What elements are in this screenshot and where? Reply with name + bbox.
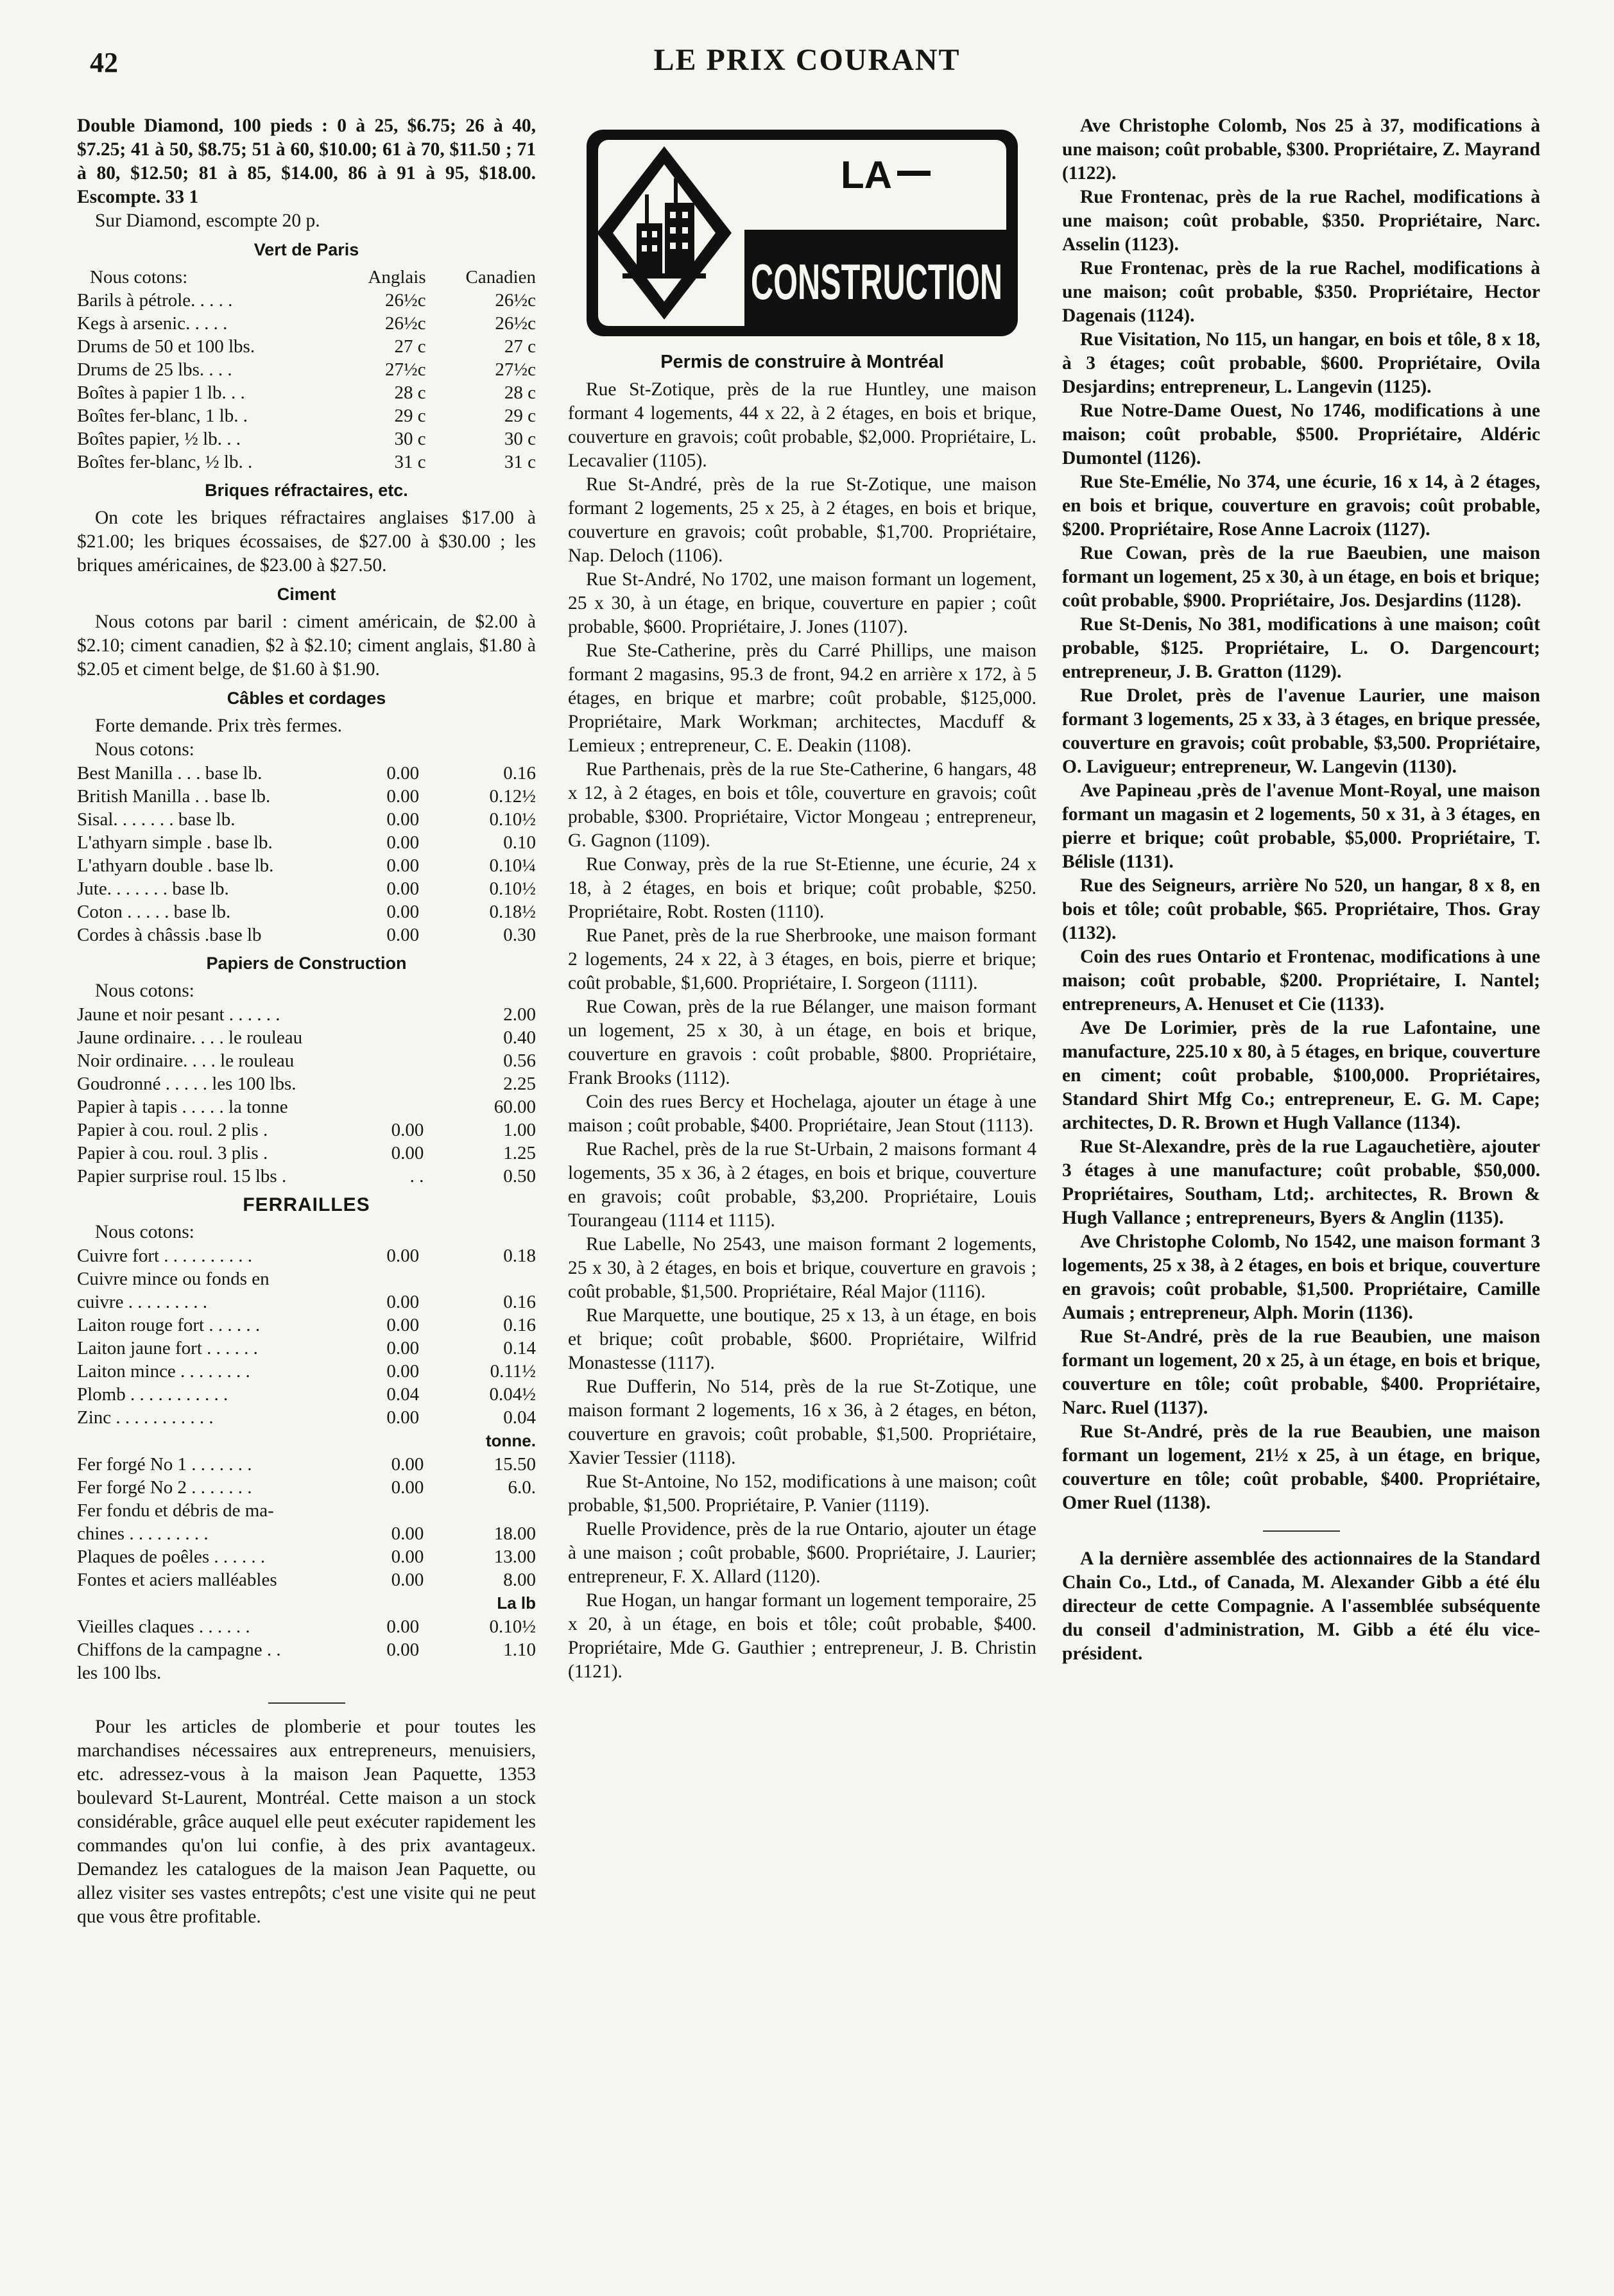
table-row — [77, 427, 536, 450]
item-price: 0.00 — [391, 1477, 424, 1498]
column-permis-2 — [1062, 114, 1540, 1666]
papiers-line-1: Nous cotons: — [95, 981, 194, 1001]
permit-entry: Rue Cowan, près de la rue Baeubien, une maison formant un logement, 25 x 30, à un étage, en bois et brique; coût probable, $900. Propriétaire, Jos. Desjardins (1128). — [1062, 543, 1540, 611]
table-row — [77, 785, 536, 808]
item-price: 26½c — [495, 313, 536, 334]
column-prices — [77, 114, 536, 1929]
logo-small-text: LA — [841, 153, 892, 196]
item-price: 0.40 — [503, 1027, 536, 1048]
permit-entry: Ruelle Providence, près de la rue Ontario, ajouter un étage à une maison ; coût probable, $600. Propriétaire, J. Laurier; entrepreneur, F. X. Allard (1120). — [568, 1519, 1036, 1587]
item-label: Vieilles claques . . . . . . — [77, 1616, 250, 1637]
item-label: chines . . . . . . . . . — [77, 1523, 209, 1544]
ferrailles-line-1: Nous cotons: — [95, 1222, 194, 1242]
item-price: 0.00 — [386, 809, 420, 830]
item-label: Jute. . . . . . . base lb. — [77, 878, 229, 899]
item-label: Sisal. . . . . . . base lb. — [77, 809, 236, 830]
table-row — [77, 1661, 536, 1684]
diamond-prices: Double Diamond, 100 pieds : 0 à 25, $6.75; 26 à 40, $7.25; 41 à 50, $8.75; 51 à 60, $10.00; 61 à 70, $11.50 ; 71 à 80, $12.50; 81 à 85, $14.00, 86 à 91 à 95, $18.00. Escompte. 33 1 — [77, 116, 536, 207]
item-price: 0.11½ — [490, 1361, 536, 1382]
item-label: Coton . . . . . base lb. — [77, 902, 231, 922]
item-price: 0.00 — [386, 878, 420, 899]
item-price: 0.10 — [503, 832, 536, 853]
item-label: Fontes et aciers malléables — [77, 1570, 277, 1590]
table-row — [77, 854, 536, 877]
table-row — [77, 1545, 536, 1568]
table-row — [77, 1142, 536, 1165]
table-header-row — [77, 266, 536, 289]
permit-entry: Rue Rachel, près de la rue St-Urbain, 2 maisons formant 4 logements, 35 x 36, à 2 étages, en bois et brique, couverture en gravois; coût probable, $3,200. Propriétaire, Louis Tourangeau (1114 et 1115). — [568, 1139, 1036, 1231]
table-row — [77, 1499, 536, 1522]
item-price: 0.14 — [503, 1338, 536, 1358]
cables-line-1: Forte demande. Prix très fermes. — [95, 715, 343, 736]
item-label: Goudronné . . . . . les 100 lbs. — [77, 1074, 296, 1094]
item-price: . . — [409, 1166, 424, 1187]
permit-entry: Rue Marquette, une boutique, 25 x 13, à un étage, en bois et brique; coût probable, $600. Propriétaire, Wilfrid Monastesse (1117). — [568, 1305, 1036, 1373]
item-price: 0.00 — [386, 855, 420, 876]
table-row — [77, 312, 536, 335]
table-row — [77, 1383, 536, 1406]
item-label: Best Manilla . . . base lb. — [77, 763, 262, 784]
divider — [1263, 1530, 1340, 1532]
item-price: 0.16 — [503, 1292, 536, 1312]
item-price: 0.10½ — [489, 809, 536, 830]
item-label: Fer forgé No 2 . . . . . . . — [77, 1477, 252, 1498]
permit-entry: Rue Labelle, No 2543, une maison formant 2 logements, 25 x 30, à 2 étages, en bois et brique, couverture en gravois ; coût probable, $1,500. Propriétaire, Réal Major (1116). — [568, 1234, 1036, 1302]
item-price — [334, 1072, 424, 1095]
permit-entry: Rue des Seigneurs, arrière No 520, un hangar, 8 x 8, en bois et tôle; coût probable, $65. Propriétaire, Thos. Gray (1132). — [1062, 875, 1540, 943]
item-price: 29 c — [394, 406, 426, 426]
table-row — [77, 450, 536, 474]
table-row — [77, 1244, 536, 1267]
unit-la-lb: La lb — [497, 1593, 536, 1613]
briques-text: On cote les briques réfractaires anglaises $17.00 à $21.00; les briques écossaises, de $27.00 à $30.00 ; les briques américaines, de $23.00 à $27.50. — [77, 508, 536, 576]
item-label: Noir ordinaire. . . . le rouleau — [77, 1050, 295, 1071]
item-price: 0.56 — [503, 1050, 536, 1071]
table-row — [77, 358, 536, 381]
item-price: 0.04½ — [489, 1384, 536, 1405]
permit-entry: Rue Visitation, No 115, un hangar, en bois et tôle, 8 x 18, à 3 étages; coût probable, $600. Propriétaire, Ovila Desjardins; entrepreneur, L. Langevin (1125). — [1062, 329, 1540, 397]
item-label: Cuivre mince ou fonds en — [77, 1269, 270, 1289]
table-row — [77, 1072, 536, 1095]
item-price: 0.00 — [386, 1407, 420, 1428]
table-row — [77, 1406, 536, 1429]
item-price: 30 c — [394, 429, 426, 449]
item-label: Laiton mince . . . . . . . . — [77, 1361, 250, 1382]
item-price: 30 c — [504, 429, 536, 449]
table-row — [77, 381, 536, 404]
permit-entry: Rue Frontenac, près de la rue Rachel, modifications à une maison; coût probable, $350. Propriétaire, Narc. Asselin (1123). — [1062, 187, 1540, 255]
table-row — [77, 762, 536, 785]
permit-entry: Rue Ste-Emélie, No 374, une écurie, 16 x 14, à 2 étages, en bois et brique, couverture en gravois; coût probable, $200. Propriétaire, Rose Anne Lacroix (1127). — [1062, 472, 1540, 540]
table-row — [77, 335, 536, 358]
table-row — [77, 1360, 536, 1383]
item-price: 28 c — [394, 382, 426, 403]
permit-entry: Rue St-Zotique, près de la rue Huntley, une maison formant 4 logements, 44 x 22, à 2 étages, en bois et brique, couverture en gravois; coût probable, $2,000. Propriétaire, L. Lecavalier (1105). — [568, 379, 1036, 471]
col-head: Canadien — [465, 267, 536, 287]
table-row — [77, 877, 536, 900]
permits-list — [568, 378, 1036, 1684]
item-price — [334, 1095, 424, 1118]
permits-list-continued — [1062, 114, 1540, 1515]
item-price: 1.10 — [503, 1640, 536, 1660]
item-price: 0.04 — [503, 1407, 536, 1428]
item-price: 28 c — [504, 382, 536, 403]
item-price: 0.00 — [386, 1361, 420, 1382]
item-label: Boîtes papier, ½ lb. . . — [77, 429, 241, 449]
table-row — [77, 1453, 536, 1476]
item-label: Papier à tapis . . . . . la tonne — [77, 1097, 288, 1117]
permit-entry: Ave Papineau ,près de l'avenue Mont-Royal, une maison formant un magasin et 2 logements, 50 x 31, à 3 étages, en pierre et brique; coût probable, $5,000. Propriétaire, T. Bélisle (1131). — [1062, 780, 1540, 872]
item-label: Fer fondu et débris de ma- — [77, 1500, 274, 1521]
item-price: 1.00 — [503, 1120, 536, 1140]
cables-table — [77, 762, 536, 947]
running-title: LE PRIX COURANT — [653, 43, 961, 77]
lalb-table — [77, 1615, 536, 1684]
diamond-discount: Sur Diamond, escompte 20 p. — [95, 210, 320, 231]
item-price: 0.50 — [503, 1166, 536, 1187]
permit-entry: Ave Christophe Colomb, No 1542, une maison formant 3 logements, 25 x 38, à 2 étages, en bois et brique, couverture en gravois; coût probable, $1,500. Propriétaire, Camille Aumais ; entrepreneur, Alph. Morin (1136). — [1062, 1231, 1540, 1323]
item-label: Plomb . . . . . . . . . . . — [77, 1384, 228, 1405]
item-price — [419, 1661, 536, 1684]
permit-entry: Rue Cowan, près de la rue Bélanger, une maison formant un logement, 25 x 30, à un étage, en bois et brique, couverture en gravois : coût probable, $800. Propriétaire, Frank Brooks (1112). — [568, 997, 1036, 1088]
item-price: 18.00 — [494, 1523, 536, 1544]
item-price: 0.00 — [386, 1616, 420, 1637]
table-row — [77, 1522, 536, 1545]
section-cables: Câbles et cordages — [227, 689, 386, 708]
item-price: 15.50 — [494, 1454, 536, 1475]
page-number: 42 — [90, 47, 118, 78]
logo-big-text: CONSTRUCTION — [751, 253, 1002, 310]
table-row — [77, 1003, 536, 1026]
item-price: 26½c — [384, 313, 426, 334]
item-price: 0.00 — [386, 902, 420, 922]
item-price: 0.12½ — [489, 786, 536, 807]
item-price: 31 c — [504, 452, 536, 472]
permit-entry: Coin des rues Ontario et Frontenac, modifications à une maison; coût probable, $200. Propriétaire, I. Nantel; entrepreneurs, A. Henuset et Cie (1133). — [1062, 947, 1540, 1015]
table-row — [77, 923, 536, 947]
table-row — [77, 1568, 536, 1591]
item-price — [424, 1499, 536, 1522]
item-price: 0.00 — [386, 763, 420, 784]
item-label: Barils à pétrole. . . . . — [77, 290, 233, 311]
paquette-ad: Pour les articles de plomberie et pour toutes les marchandises nécessaires aux entrepreneurs, menuisiers, etc. adressez-vous à la maison Jean Paquette, 1353 boulevard St-Laurent, Montréal. Cette maison a un stock considérable, grâce auquel elle peut exécuter rapidement les commandes qu'on lui confie, à des prix avantageux. Demandez les catalogues de la maison Jean Paquette, ou allez visiter ses vastes entrepôts; c'est une visite qui ne peut que vous être profitable. — [77, 1717, 536, 1927]
item-price: 0.10½ — [489, 1616, 536, 1637]
item-label: Drums de 50 et 100 lbs. — [77, 336, 255, 357]
ciment-text: Nous cotons par baril : ciment américain, de $2.00 à $2.10; ciment canadien, $2 à $2.10; ciment anglais, $1.80 à $2.05 et ciment belge, de $1.60 à $1.90. — [77, 612, 536, 680]
standard-chain-note: A la dernière assemblée des actionnaires de la Standard Chain Co., Ltd., of Canada, M. Alexander Gibb a été élu directeur de cette Compagnie. A l'assemblée subséquente du conseil d'administration, M. Gibb a été élu vice-président. — [1062, 1548, 1540, 1664]
permit-entry: Coin des rues Bercy et Hochelaga, ajouter un étage à une maison ; coût probable, $400. Propriétaire, Jean Stout (1113). — [568, 1092, 1036, 1136]
table-row — [77, 1049, 536, 1072]
section-papiers: Papiers de Construction — [206, 954, 407, 973]
item-price: 0.00 — [386, 786, 420, 807]
item-price: 0.00 — [391, 1454, 424, 1475]
item-price — [334, 1267, 419, 1290]
item-label: Papier à cou. roul. 2 plis . — [77, 1120, 268, 1140]
section-ciment: Ciment — [277, 585, 336, 604]
item-price: 0.00 — [391, 1523, 424, 1544]
item-price: 31 c — [394, 452, 426, 472]
item-price: 0.10½ — [489, 878, 536, 899]
unit-tonne: tonne. — [486, 1431, 536, 1450]
item-label: Cuivre fort . . . . . . . . . . — [77, 1246, 253, 1266]
item-price: 29 c — [504, 406, 536, 426]
divider — [268, 1702, 345, 1704]
item-label: Fer forgé No 1 . . . . . . . — [77, 1454, 252, 1475]
item-price: 0.18 — [503, 1246, 536, 1266]
item-label: L'athyarn double . base lb. — [77, 855, 274, 876]
item-price: 0.00 — [391, 1570, 424, 1590]
item-price: 0.16 — [503, 763, 536, 784]
permit-entry: Rue Frontenac, près de la rue Rachel, modifications à une maison; coût probable, $350. Propriétaire, Hector Dagenais (1124). — [1062, 258, 1540, 326]
papiers-table — [77, 1003, 536, 1188]
item-price: 6.0. — [508, 1477, 536, 1498]
item-label: cuivre . . . . . . . . . — [77, 1292, 207, 1312]
item-price: 1.25 — [503, 1143, 536, 1163]
item-label: Zinc . . . . . . . . . . . — [77, 1407, 214, 1428]
item-label: Laiton jaune fort . . . . . . — [77, 1338, 258, 1358]
item-price — [419, 1267, 536, 1290]
permit-entry: Ave De Lorimier, près de la rue Lafontaine, une manufacture, 225.10 x 80, à 5 étages, en brique, couverture en ciment; coût probable, $100,000. Propriétaires, Standard Shirt Mfg Co.; entrepreneur, E. G. M. Cape; architectes, D. R. Brown et Hugh Vallance (1134). — [1062, 1018, 1540, 1133]
item-label: Boîtes à papier 1 lb. . . — [77, 382, 245, 403]
permit-entry: Rue Parthenais, près de la rue Ste-Catherine, 6 hangars, 48 x 12, à 2 étages, en bois et tôle, couverture en gravois; coût probable, $300. Propriétaire, Victor Mongeau ; entrepreneur, G. Gagnon (1109). — [568, 759, 1036, 851]
item-price: 8.00 — [503, 1570, 536, 1590]
permit-entry: Rue St-André, No 1702, une maison formant un logement, 25 x 30, à un étage, en brique, couverture en papier ; coût probable, $600. Propriétaire, J. Jones (1107). — [568, 569, 1036, 637]
item-price: 0.00 — [391, 1143, 424, 1163]
item-price: 26½c — [384, 290, 426, 311]
item-price: 0.00 — [391, 1120, 424, 1140]
table-row — [77, 1118, 536, 1142]
item-price: 2.00 — [503, 1004, 536, 1025]
table-row — [77, 1476, 536, 1499]
la-construction-logo — [584, 127, 1020, 339]
item-label: Plaques de poêles . . . . . . — [77, 1546, 266, 1567]
permit-entry: Rue Hogan, un hangar formant un logement temporaire, 25 x 20, à un étage, en bois et tôle; coût probable, $400. Propriétaire, Mde G. Gauthier ; entrepreneur, J. B. Christin (1121). — [568, 1590, 1036, 1682]
table-row — [77, 289, 536, 312]
item-label: les 100 lbs. — [77, 1663, 162, 1683]
permit-entry: Rue St-André, près de la rue St-Zotique, une maison formant 2 logements, 25 x 25, à 2 étages, en bois et brique, couverture en gravois; coût probable, $1,700. Propriétaire, Nap. Deloch (1106). — [568, 474, 1036, 566]
permit-entry: Rue Panet, près de la rue Sherbrooke, une maison formant 2 logements, 24 x 22, à 3 étages, en bois, pierre et brique; coût probable, $1,600. Propriétaire, I. Sorgeon (1111). — [568, 925, 1036, 993]
col-head: Anglais — [368, 267, 426, 287]
table-row — [77, 1314, 536, 1337]
item-label: Kegs à arsenic. . . . . — [77, 313, 228, 334]
cables-line-2: Nous cotons: — [95, 739, 194, 760]
item-label: L'athyarn simple . base lb. — [77, 832, 273, 853]
item-price — [334, 1049, 424, 1072]
col-head: Nous cotons: — [90, 267, 188, 287]
item-label: Jaune et noir pesant . . . . . . — [77, 1004, 280, 1025]
tonne-table — [77, 1453, 536, 1591]
table-row — [77, 831, 536, 854]
table-row — [77, 1165, 536, 1188]
item-price: 0.00 — [386, 1315, 420, 1335]
permit-entry: Rue St-André, près de la rue Beaubien, une maison formant un logement, 20 x 25, à un étage, en bois et brique, couverture en tôle; coût probable, $400. Propriétaire, Narc. Ruel (1137). — [1062, 1326, 1540, 1418]
table-row — [77, 1026, 536, 1049]
table-row — [77, 808, 536, 831]
permit-entry: Rue Drolet, près de l'avenue Laurier, une maison formant 3 logements, 25 x 33, à 3 étages, en brique pressée, couverture en gravois; coût probable, $3,500. Propriétaire, O. Lavigueur; entrepreneur, W. Langevin (1130). — [1062, 685, 1540, 777]
item-price: 0.00 — [386, 1338, 420, 1358]
item-price: 27½c — [495, 359, 536, 380]
item-price: 27 c — [504, 336, 536, 357]
permit-entry: Rue St-Denis, No 381, modifications à une maison; coût probable, $125. Propriétaire, L. O. Dargencourt; entrepreneur, J. B. Gratton (1129). — [1062, 614, 1540, 682]
item-price: 0.00 — [391, 1546, 424, 1567]
table-row — [77, 900, 536, 923]
item-price: 0.10¼ — [489, 855, 536, 876]
item-price: 0.00 — [386, 1292, 420, 1312]
table-row — [77, 404, 536, 427]
permit-entry: Rue St-Antoine, No 152, modifications à une maison; coût probable, $1,500. Propriétaire, P. Vanier (1119). — [568, 1471, 1036, 1516]
item-price: 0.30 — [503, 925, 536, 945]
table-row — [77, 1095, 536, 1118]
permit-entry: Rue Ste-Catherine, près du Carré Phillips, une maison formant 2 magasins, 95.3 de front, 94.2 en arrière x 172, à 5 étages, en brique et marbre; coût probable, $125,000. Propriétaire, Mark Workman; architectes, Macduff & Lemieux ; entrepreneur, C. E. Deakin (1108). — [568, 640, 1036, 756]
item-label: Papier surprise roul. 15 lbs . — [77, 1166, 287, 1187]
table-row — [77, 1337, 536, 1360]
ferrailles-table — [77, 1244, 536, 1429]
section-permis: Permis de construire à Montréal — [660, 352, 944, 372]
item-label: Laiton rouge fort . . . . . . — [77, 1315, 261, 1335]
permit-entry: Rue Conway, près de la rue St-Etienne, une écurie, 24 x 18, à 2 étages, en bois et brique; coût probable, $250. Propriétaire, Robt. Rosten (1110). — [568, 854, 1036, 922]
permit-entry: Rue Dufferin, No 514, près de la rue St-Zotique, une maison formant 2 logements, 16 x 36, à 2 étages, en béton, couverture en gravois; coût probable, $1,500. Propriétaire, Xavier Tessier (1118). — [568, 1376, 1036, 1468]
item-label: Boîtes fer-blanc, 1 lb. . — [77, 406, 248, 426]
section-briques: Briques réfractaires, etc. — [205, 481, 408, 500]
table-row — [77, 1615, 536, 1638]
table-row — [77, 1267, 536, 1290]
item-price: 2.25 — [503, 1074, 536, 1094]
item-label: Jaune ordinaire. . . . le rouleau — [77, 1027, 303, 1048]
item-price: 0.00 — [386, 925, 420, 945]
table-row — [77, 1638, 536, 1661]
item-label: Papier à cou. roul. 3 plis . — [77, 1143, 268, 1163]
item-price: 0.04 — [386, 1384, 420, 1405]
section-vert-de-paris: Vert de Paris — [253, 240, 359, 259]
permit-entry: Rue St-André, près de la rue Beaubien, une maison formant un logement, 21½ x 25, à un étage, en brique, couverture en tôle; coût probable, $400. Propriétaire, Omer Ruel (1138). — [1062, 1421, 1540, 1513]
item-label: Cordes à châssis .base lb — [77, 925, 262, 945]
table-row — [77, 1290, 536, 1314]
item-price — [334, 1499, 424, 1522]
permit-entry: Rue St-Alexandre, près de la rue Lagauchetière, ajouter 3 étages à une manufacture; coût probable, $50,000. Propriétaires, Southam, Ltd;. architectes, R. Brown & Hugh Vallance ; entrepreneurs, Byers & Anglin (1135). — [1062, 1136, 1540, 1228]
item-price: 26½c — [495, 290, 536, 311]
item-label: British Manilla . . base lb. — [77, 786, 271, 807]
item-price: 0.16 — [503, 1315, 536, 1335]
permit-entry: Rue Notre-Dame Ouest, No 1746, modifications à une maison; coût probable, $500. Propriétaire, Aldéric Dumontel (1126). — [1062, 400, 1540, 468]
item-price: 0.00 — [386, 1246, 420, 1266]
item-price: 0.00 — [386, 1640, 420, 1660]
item-price: 13.00 — [494, 1546, 536, 1567]
vert-de-paris-table — [77, 266, 536, 474]
item-price: 0.18½ — [489, 902, 536, 922]
item-label: Drums de 25 lbs. . . . — [77, 359, 232, 380]
column-permis-1 — [568, 114, 1036, 1684]
item-price: 27½c — [384, 359, 426, 380]
item-price — [334, 1003, 424, 1026]
item-price — [334, 1026, 424, 1049]
item-price — [334, 1661, 419, 1684]
section-ferrailles: FERRAILLES — [243, 1194, 370, 1215]
item-label: Chiffons de la campagne . . — [77, 1640, 281, 1660]
permit-entry: Ave Christophe Colomb, Nos 25 à 37, modifications à une maison; coût probable, $300. Propriétaire, Z. Mayrand (1122). — [1062, 116, 1540, 184]
item-price: 60.00 — [494, 1097, 536, 1117]
logo-dash — [897, 171, 931, 176]
item-label: Boîtes fer-blanc, ½ lb. . — [77, 452, 253, 472]
item-price: 0.00 — [386, 832, 420, 853]
item-price: 27 c — [394, 336, 426, 357]
